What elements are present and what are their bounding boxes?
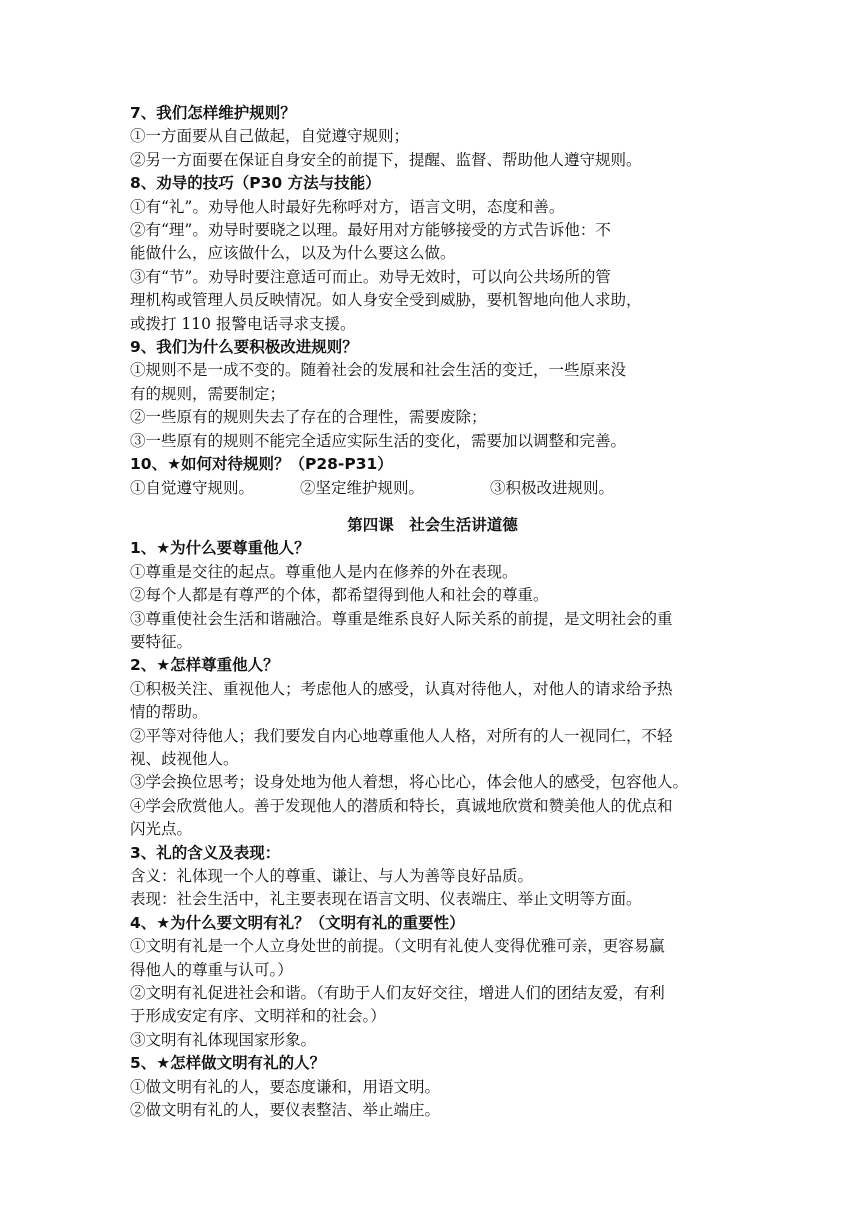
- section-heading: 7、我们怎样维护规则？: [130, 104, 296, 122]
- section-heading: 9、我们为什么要积极改进规则？: [130, 338, 358, 357]
- text-line: 闪光点。: [130, 820, 193, 839]
- text-line: ②另一方面要在保证自身安全的前提下，提醒、监督、帮助他人遵守规则。: [130, 150, 642, 169]
- text-line: ②一些原有的规则失去了存在的合理性，需要废除；: [130, 408, 487, 427]
- section-heading: 2、★怎样尊重他人？: [130, 656, 279, 675]
- text-line: ③学会换位思考；设身处地为他人着想，将心比心，体会他人的感受，包容他人。: [130, 773, 689, 792]
- text-line: 有的规则，需要制定；: [130, 384, 286, 403]
- text-line: 表现：社会生活中，礼主要表现在语言文明、仪表端庄、举止文明等方面。: [130, 890, 642, 909]
- section-heading: 4、★为什么要文明有礼？（文明有礼的重要性）: [130, 913, 465, 932]
- text-line: 视、歧视他人。: [130, 749, 239, 768]
- section-heading: 8、劝导的技巧（P30 方法与技能）: [130, 174, 381, 193]
- text-line: ③尊重使社会生活和谐融洽。尊重是维系良好人际关系的前提，是文明社会的重: [130, 609, 673, 628]
- text-line: 情的帮助。: [130, 703, 208, 722]
- text-line: ③一些原有的规则不能完全适应实际生活的变化，需要加以调整和完善。: [130, 431, 627, 450]
- rules-section: [130, 102, 735, 477]
- document-page: [130, 102, 735, 1122]
- text-line: ④学会欣赏他人。善于发现他人的潜质和特长，真诚地欣赏和赞美他人的优点和: [130, 796, 673, 815]
- text-line: ②有“理”。劝导时要晓之以理。最好用对方能够接受的方式告诉他：不: [130, 221, 611, 240]
- section-heading: 10、★如何对待规则？（P28-P31）: [130, 455, 393, 474]
- text-line: ③文明有礼体现国家形象。: [130, 1030, 317, 1049]
- rule-item: ②坚定维护规则。: [300, 478, 425, 497]
- text-line: 或拨打 110 报警电话寻求支援。: [130, 314, 356, 333]
- text-line: 含义：礼体现一个人的尊重、谦让、与人为善等良好品质。: [130, 867, 534, 885]
- text-line: 能做什么，应该做什么，以及为什么要这么做。: [130, 244, 456, 263]
- section-heading: 5、★怎样做文明有礼的人？: [130, 1054, 326, 1073]
- text-line: ③有“节”。劝导时要注意适可而止。劝导无效时，可以向公共场所的管: [130, 267, 611, 286]
- rule-item: ③积极改进规则。: [490, 478, 615, 497]
- text-line: 要特征。: [130, 632, 193, 651]
- text-line: ①尊重是交往的起点。尊重他人是内在修养的外在表现。: [130, 562, 518, 581]
- text-line: ②平等对待他人；我们要发自内心地尊重他人人格，对所有的人一视同仁，不轻: [130, 726, 673, 745]
- text-line: ②文明有礼促进社会和谐。（有助于人们友好交往，增进人们的团结友爱，有利: [130, 984, 665, 1003]
- rule-item: ①自觉遵守规则。: [130, 478, 255, 497]
- lesson-four-section: [130, 537, 735, 1122]
- text-line: ①有“礼”。劝导他人时最好先称呼对方，语言文明，态度和善。: [130, 197, 565, 216]
- section-heading: 1、★为什么要尊重他人？: [130, 539, 310, 558]
- text-line: ②每个人都是有尊严的个体，都希望得到他人和社会的尊重。: [130, 586, 549, 605]
- text-line: ①规则不是一成不变的。随着社会的发展和社会生活的变迁，一些原来没: [130, 361, 627, 380]
- text-line: 理机构或管理人员反映情况。如人身安全受到威胁，要机智地向他人求助，: [130, 291, 642, 310]
- section-heading: 3、礼的含义及表现：: [130, 843, 281, 862]
- lesson-title: 第四课 社会生活讲道德: [347, 515, 518, 534]
- text-line: 得他人的尊重与认可。）: [130, 960, 293, 979]
- rule-attitude-list: [130, 477, 735, 500]
- text-line: ①做文明有礼的人，要态度谦和，用语文明。: [130, 1077, 441, 1096]
- text-line: 于形成安定有序、文明祥和的社会。）: [130, 1007, 386, 1026]
- text-line: ①积极关注、重视他人；考虑他人的感受，认真对待他人，对他人的请求给予热: [130, 679, 673, 698]
- text-line: ①文明有礼是一个人立身处世的前提。（文明有礼使人变得优雅可亲，更容易赢: [130, 937, 665, 956]
- text-line: ①一方面要从自己做起，自觉遵守规则；: [130, 127, 410, 146]
- text-line: ②做文明有礼的人，要仪表整洁、举止端庄。: [130, 1101, 441, 1120]
